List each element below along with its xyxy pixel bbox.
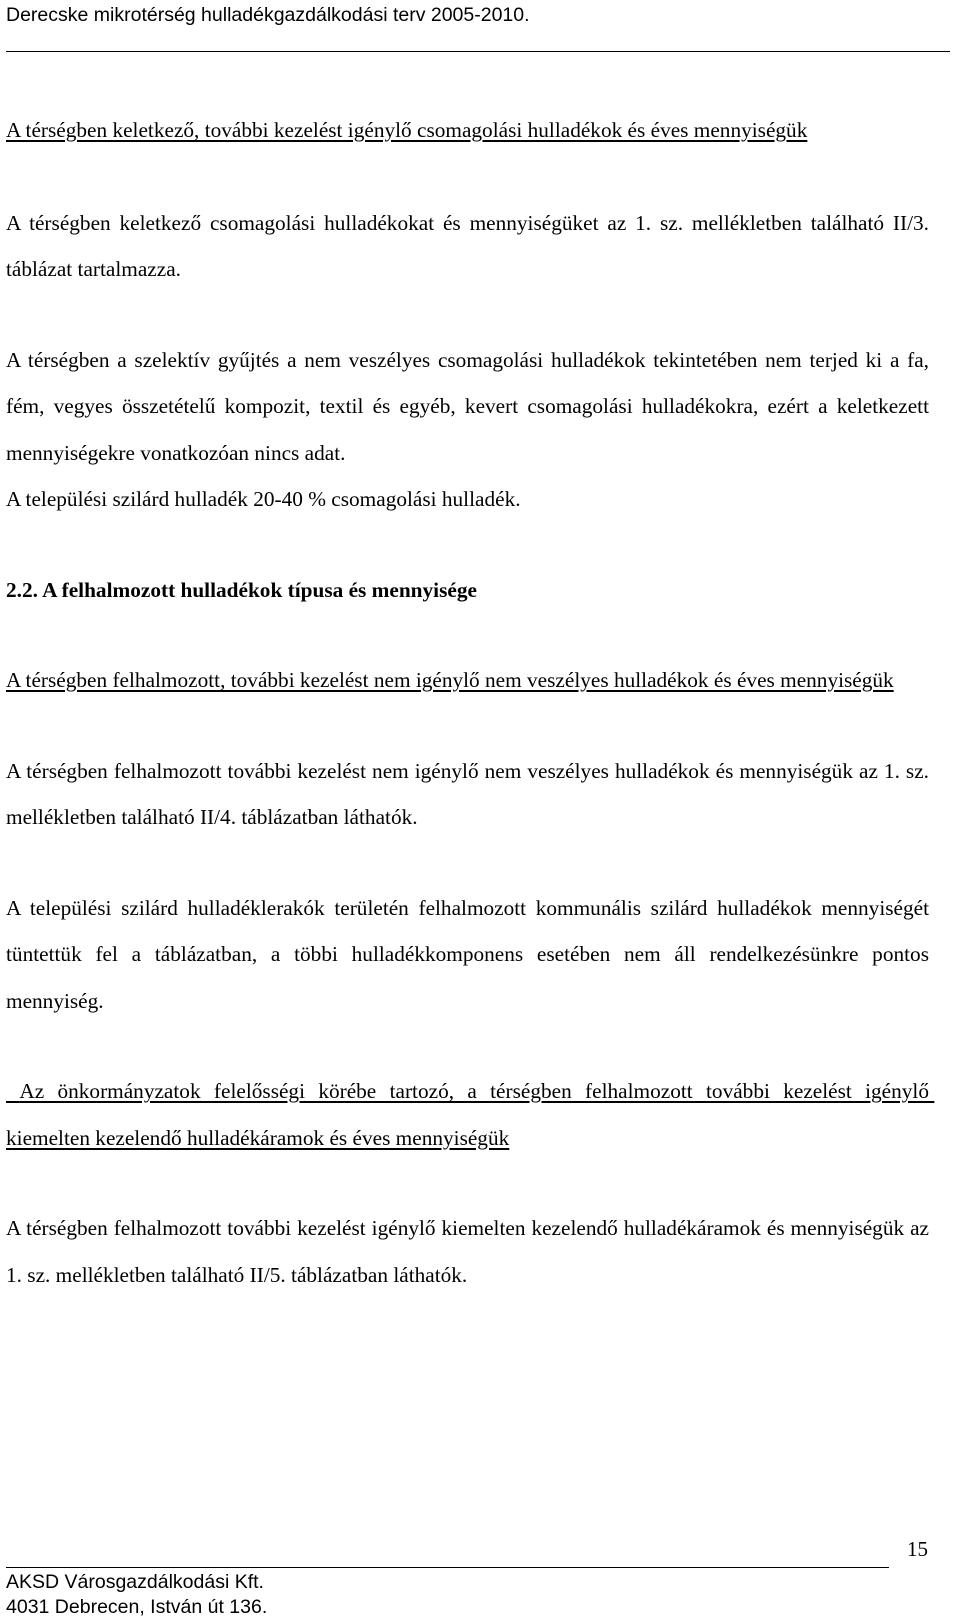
landfill-paragraph: A települési szilárd hulladéklerakók területén felhalmozott kommunális szilárd hulladékok mennyiségét tüntettük fel a táblázatban, a többi hulladékkomponens esetében nem áll rendelkezésünkre pontos mennyiség. [6, 895, 929, 1013]
page-number: 15 [907, 1537, 928, 1561]
accumulated-waste-paragraph: A térségben felhalmozott további kezelést nem igénylő nem veszélyes hulladékok és mennyiségük az 1. sz. mellékletben található II/4. táblázatban láthatók. [6, 758, 929, 829]
accumulated-waste-subheading: A térségben felhalmozott, további kezelést nem igénylő nem veszélyes hulladékok és éves mennyiségük [6, 668, 894, 692]
municipal-responsibility-subheading: Az önkormányzatok felelősségi körébe tartozó, a térségben felhalmozott további kezelést igénylő kiemelten kezelendő hulladékáramok és éves mennyiségük [6, 1079, 935, 1150]
page-header-title: Derecske mikrotérség hulladékgazdálkodási terv 2005-2010. [6, 4, 530, 26]
footer-address: 4031 Debrecen, István út 136. [6, 1596, 268, 1618]
municipal-waste-streams-paragraph: A térségben felhalmozott további kezelést igénylő kiemelten kezelendő hulladékáramok és mennyiségük az 1. sz. mellékletben található II/5. táblázatban láthatók. [6, 1216, 929, 1287]
document-body [6, 107, 935, 1298]
footer-divider [6, 1567, 889, 1568]
header-divider [6, 51, 950, 52]
municipal-waste-share-paragraph: A települési szilárd hulladék 20-40 % csomagolási hulladék. [6, 487, 521, 511]
packaging-waste-paragraph: A térségben keletkező csomagolási hulladékokat és mennyiségüket az 1. sz. mellékletben található II/3. táblázat tartalmazza. [6, 210, 929, 281]
footer-company-name: AKSD Városgazdálkodási Kft. [6, 1571, 264, 1593]
selective-collection-paragraph: A térségben a szelektív gyűjtés a nem veszélyes csomagolási hulladékok tekintetében nem terjed ki a fa, fém, vegyes összetételű kompozit, textil és egyéb, kevert csomagolási hulladékokra, ezért a keletkezett mennyiségekre vonatkozóan nincs adat. [6, 347, 929, 465]
section-heading-2-2: 2.2. A felhalmozott hulladékok típusa és mennyisége [6, 577, 477, 602]
packaging-waste-subheading: A térségben keletkező, további kezelést igénylő csomagolási hulladékok és éves mennyiségük [6, 118, 808, 142]
